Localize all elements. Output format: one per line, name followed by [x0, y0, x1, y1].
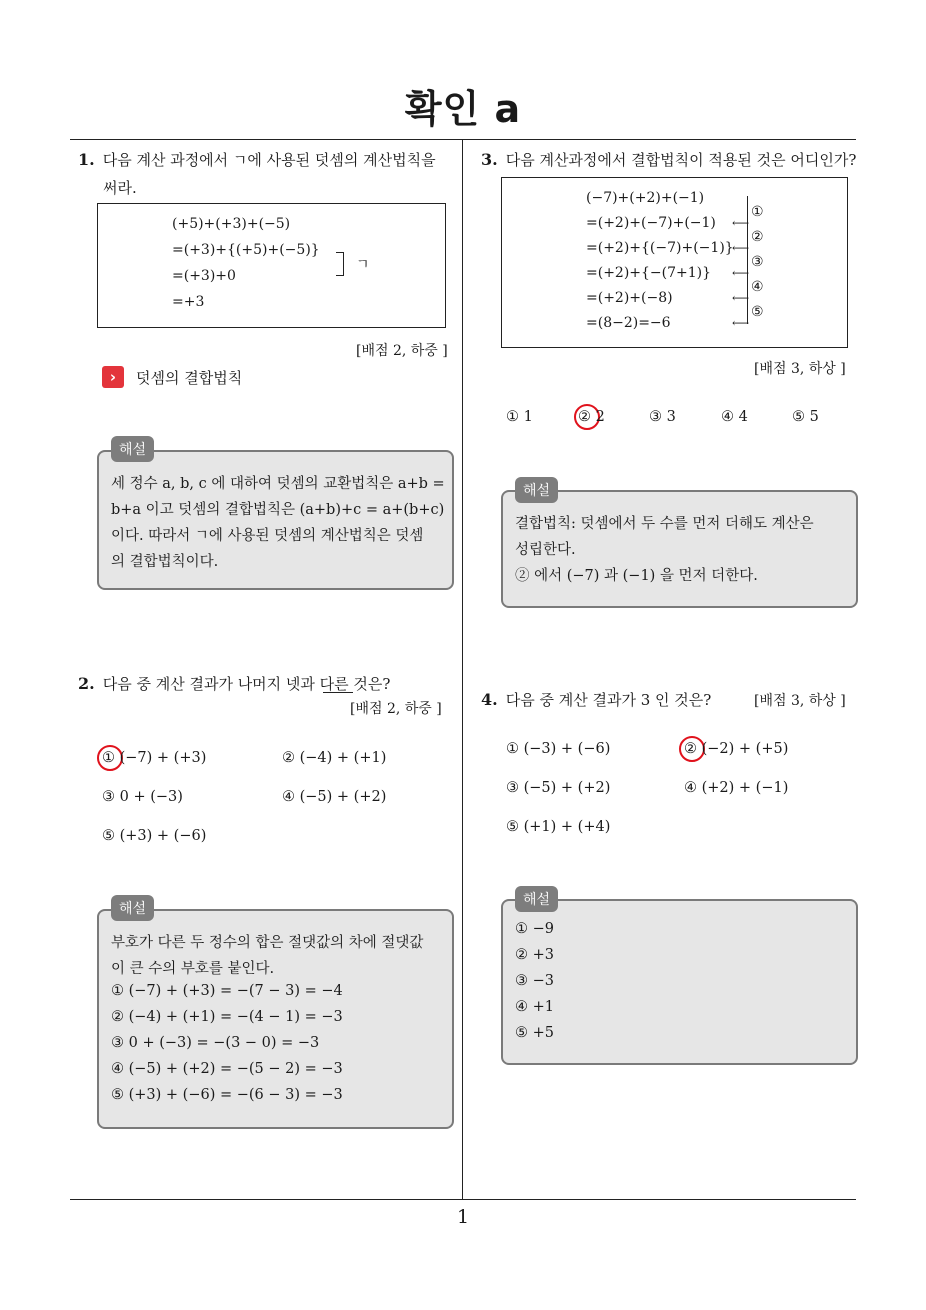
- question-3-text: [481, 146, 856, 174]
- page-number: 1: [456, 1206, 470, 1228]
- question-4-explanation: [501, 899, 858, 1065]
- question-1-line2: 써라.: [103, 179, 137, 197]
- explanation-line: 세 정수 a, b, c 에 대하여 덧셈의 교환법칙은 a+b =: [111, 476, 445, 492]
- step-mark: ④: [751, 279, 764, 295]
- underline-mark: [323, 692, 353, 693]
- explanation-line: ① −9: [515, 921, 554, 937]
- explanation-line: b+a 이고 덧셈의 결합법칙은 (a+b)+c = a+(b+c): [111, 502, 445, 518]
- option-4[interactable]: ④ (+2) + (−1): [684, 780, 789, 796]
- option-2[interactable]: ② (−2) + (+5): [684, 741, 789, 757]
- bracket-label: ㄱ: [356, 257, 370, 273]
- top-rule: [70, 139, 856, 140]
- question-2-score: [배점 2, 하중 ]: [350, 701, 442, 717]
- explanation-line: ③ −3: [515, 973, 554, 989]
- calc-line: =(+2)+{−(7+1)}: [586, 265, 712, 281]
- explanation-line: ⑤ (+3) + (−6) = −(6 − 3) = −3: [111, 1087, 343, 1103]
- calc-line: (+5)+(+3)+(−5): [172, 216, 291, 232]
- explanation-line: 의 결합법칙이다.: [111, 554, 219, 570]
- explanation-line: ② +3: [515, 947, 554, 963]
- explanation-line: ④ +1: [515, 999, 554, 1015]
- explanation-line: 결합법칙: 덧셈에서 두 수를 먼저 더해도 계산은: [515, 516, 814, 532]
- explanation-tag: 해설: [515, 477, 558, 503]
- question-1-calc-box: [97, 203, 446, 328]
- question-4-stem: 다음 중 계산 결과가 3 인 것은?: [505, 691, 712, 709]
- question-1-line1: 다음 계산 과정에서 ㄱ에 사용된 덧셈의 계산법칙을: [102, 151, 436, 169]
- explanation-line: 이다. 따라서 ㄱ에 사용된 덧셈의 계산법칙은 덧셈: [111, 528, 424, 544]
- question-2-number: 2.: [78, 674, 95, 693]
- explanation-line: 부호가 다른 두 정수의 합은 절댓값의 차에 절댓값: [111, 935, 424, 951]
- question-3-explanation: [501, 490, 858, 608]
- question-1-score: [배점 2, 하중 ]: [356, 343, 448, 359]
- step-mark: ①: [751, 204, 764, 220]
- question-2-stem: 다음 중 계산 결과가 나머지 넷과 다른 것은?: [102, 675, 391, 693]
- question-1-concept: [102, 366, 242, 388]
- bracket-mark: [336, 252, 344, 276]
- question-4-text: [481, 686, 711, 714]
- column-divider: [462, 139, 463, 1200]
- explanation-tag: 해설: [111, 895, 154, 921]
- question-3-stem: 다음 계산과정에서 결합법칙이 적용된 것은 어디인가?: [505, 151, 857, 169]
- explanation-line: ② (−4) + (+1) = −(4 − 1) = −3: [111, 1009, 343, 1025]
- option-1[interactable]: ① (−7) + (+3): [102, 750, 207, 766]
- explanation-line: 성립한다.: [515, 542, 576, 558]
- explanation-line: ④ (−5) + (+2) = −(5 − 2) = −3: [111, 1061, 343, 1077]
- chevron-right-icon: ›: [102, 366, 124, 388]
- step-mark: ②: [751, 229, 764, 245]
- option-4[interactable]: ④ 4: [721, 409, 748, 425]
- explanation-tag: 해설: [111, 436, 154, 462]
- arrow-icon: ⟵: [732, 291, 750, 305]
- question-3-calc-box: [501, 177, 848, 348]
- explanation-line: ② 에서 (−7) 과 (−1) 을 먼저 더한다.: [515, 568, 758, 584]
- option-2[interactable]: ② (−4) + (+1): [282, 750, 387, 766]
- question-4-score: [배점 3, 하상 ]: [754, 693, 846, 709]
- question-2-explanation: [97, 909, 454, 1129]
- option-3[interactable]: ③ 3: [649, 409, 676, 425]
- option-5[interactable]: ⑤ 5: [792, 409, 819, 425]
- option-4[interactable]: ④ (−5) + (+2): [282, 789, 387, 805]
- concept-label: 덧셈의 결합법칙: [136, 368, 243, 387]
- calc-line: =(+2)+{(−7)+(−1)}: [586, 240, 734, 256]
- calc-line: =(+3)+{(+5)+(−5)}: [172, 242, 320, 258]
- explanation-line: ① (−7) + (+3) = −(7 − 3) = −4: [111, 983, 343, 999]
- question-4-number: 4.: [481, 690, 498, 709]
- question-2-text: [78, 670, 390, 698]
- arrow-icon: ⟵: [732, 266, 750, 280]
- explanation-line: ⑤ +5: [515, 1025, 554, 1041]
- explanation-line: ③ 0 + (−3) = −(3 − 0) = −3: [111, 1035, 320, 1051]
- calc-line: =+3: [172, 294, 205, 310]
- bottom-rule: [70, 1199, 856, 1200]
- step-mark: ③: [751, 254, 764, 270]
- arrow-icon: ⟵: [732, 241, 750, 255]
- option-1[interactable]: ① (−3) + (−6): [506, 741, 611, 757]
- calc-line: =(+2)+(−7)+(−1): [586, 215, 716, 231]
- calc-line: =(8−2)=−6: [586, 315, 671, 331]
- option-5[interactable]: ⑤ (+1) + (+4): [506, 819, 611, 835]
- calc-line: =(+2)+(−8): [586, 290, 673, 306]
- question-3-score: [배점 3, 하상 ]: [754, 361, 846, 377]
- explanation-line: 이 큰 수의 부호를 붙인다.: [111, 961, 275, 977]
- calc-line: (−7)+(+2)+(−1): [586, 190, 705, 206]
- question-1-text: [78, 146, 436, 174]
- option-2[interactable]: ② 2: [578, 409, 605, 425]
- question-1-explanation: [97, 450, 454, 590]
- step-mark: ⑤: [751, 304, 764, 320]
- question-3-number: 3.: [481, 150, 498, 169]
- option-3[interactable]: ③ 0 + (−3): [102, 789, 183, 805]
- explanation-tag: 해설: [515, 886, 558, 912]
- option-3[interactable]: ③ (−5) + (+2): [506, 780, 611, 796]
- arrow-icon: ⟵: [732, 216, 750, 230]
- option-1[interactable]: ① 1: [506, 409, 533, 425]
- page-title: 확인 a: [404, 87, 522, 131]
- calc-line: =(+3)+0: [172, 268, 236, 284]
- option-5[interactable]: ⑤ (+3) + (−6): [102, 828, 207, 844]
- arrow-icon: ⟵: [732, 316, 750, 330]
- question-1-number: 1.: [78, 150, 95, 169]
